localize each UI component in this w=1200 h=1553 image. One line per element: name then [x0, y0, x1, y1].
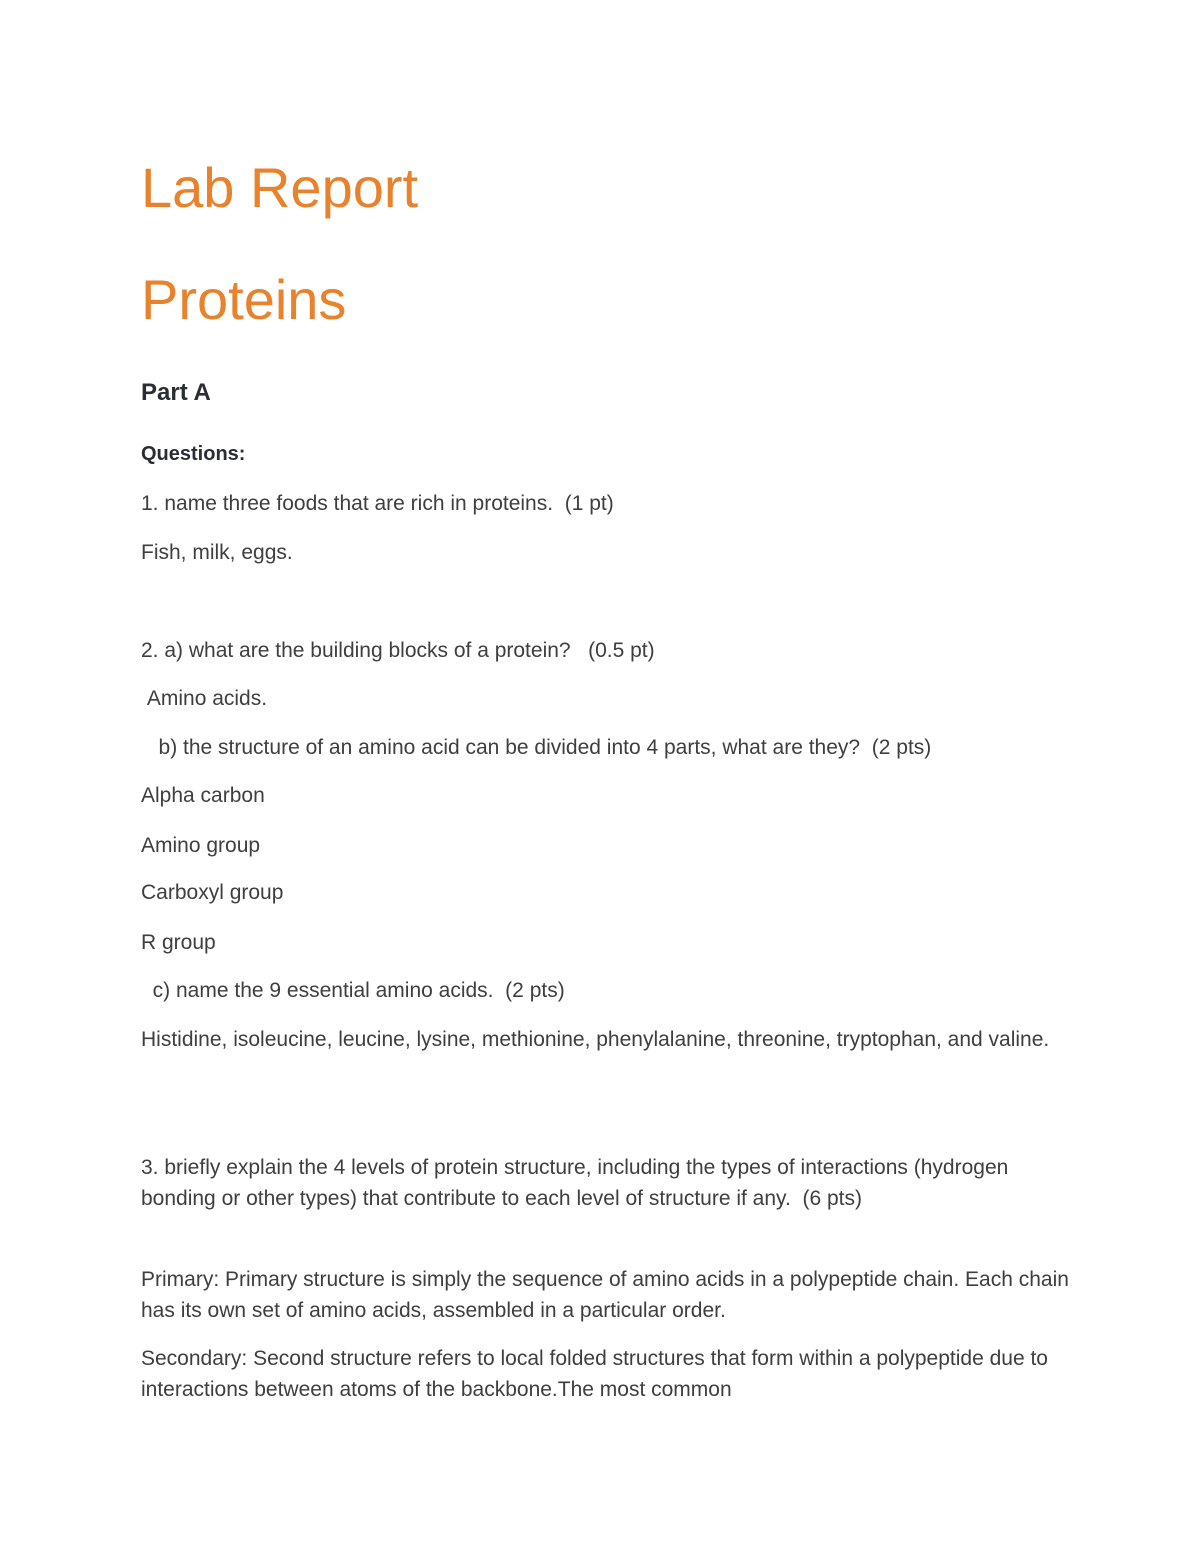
- question-2c: c) name the 9 essential amino acids. (2 pts): [141, 979, 565, 1002]
- answer-2b-item: Amino group: [141, 834, 261, 857]
- answer-2b-item: Alpha carbon: [141, 784, 265, 807]
- question-2b: b) the structure of an amino acid can be divided into 4 parts, what are they? (2 pts): [141, 736, 932, 759]
- answer-2a: Amino acids.: [141, 687, 268, 710]
- answer-1: Fish, milk, eggs.: [141, 541, 293, 564]
- answer-2b-item: R group: [141, 931, 216, 954]
- answer-2c: Histidine, isoleucine, leucine, lysine, methionine, phenylalanine, threonine, tryptophan, and valine.: [141, 1028, 1050, 1051]
- answer-2b-item: Carboxyl group: [141, 881, 284, 904]
- answer-3-secondary: Secondary: Second structure refers to local folded structures that form within a polypeptide due to interactions between atoms of the backbone.The most common: [141, 1347, 1054, 1401]
- question-3: 3. briefly explain the 4 levels of protein structure, including the types of interactions (hydrogen bonding or other types) that contribute to each level of structure if any. (6 pts): [141, 1156, 1015, 1210]
- answer-3-primary: Primary: Primary structure is simply the sequence of amino acids in a polypeptide chain. Each chain has its own set of amino acids, assembled in a particular order.: [141, 1268, 1075, 1322]
- question-2a: 2. a) what are the building blocks of a protein? (0.5 pt): [141, 639, 655, 662]
- question-1: 1. name three foods that are rich in proteins. (1 pt): [141, 492, 614, 515]
- document-subtitle: Proteins: [141, 268, 347, 331]
- document-title: Lab Report: [141, 156, 419, 219]
- section-heading: Part A: [141, 379, 211, 406]
- questions-label: Questions:: [141, 443, 246, 465]
